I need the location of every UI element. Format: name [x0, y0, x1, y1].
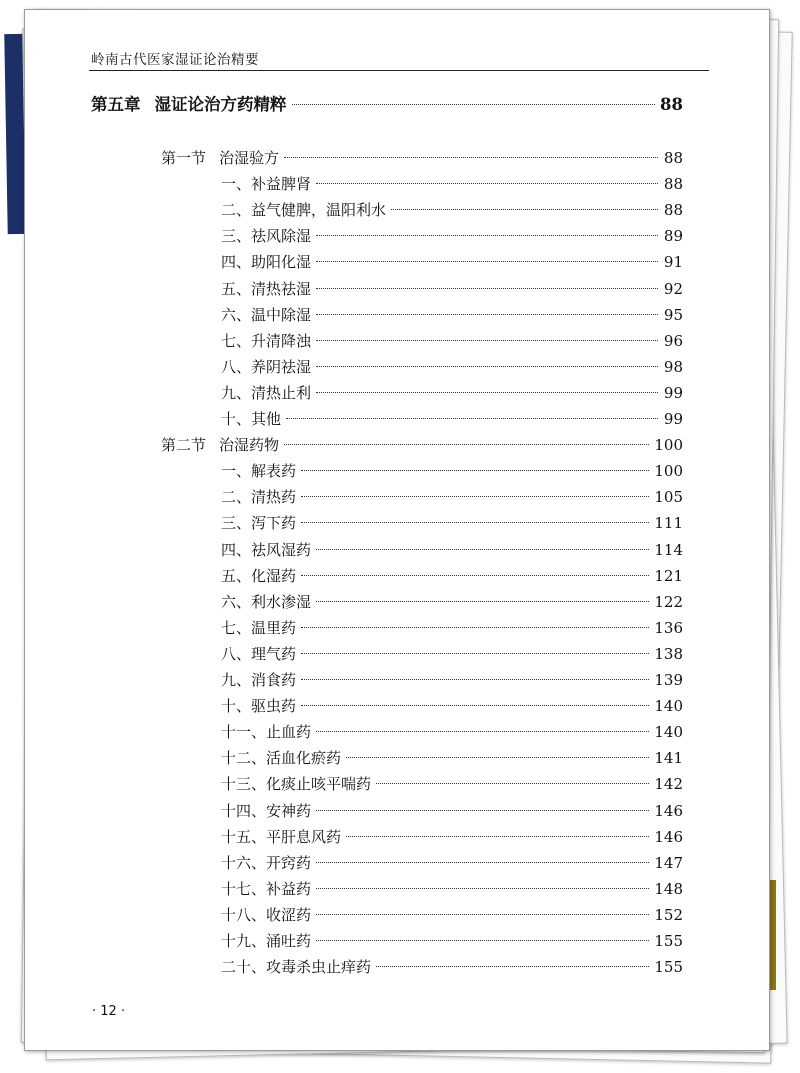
dot-leader	[316, 366, 658, 367]
entry-title: 八、养阴祛湿	[221, 357, 312, 376]
dot-leader	[284, 157, 658, 158]
dot-leader	[301, 679, 649, 680]
toc-entry-row[interactable]	[221, 225, 683, 247]
page-ref: 100	[654, 462, 683, 481]
entry-title: 二十、攻毒杀虫止痒药	[221, 958, 372, 977]
toc-entry-row[interactable]	[221, 486, 683, 508]
dot-leader	[316, 183, 658, 184]
toc-entry-row[interactable]	[221, 930, 683, 952]
toc-chapter-row[interactable]	[91, 94, 683, 116]
page-ref: 136	[654, 618, 683, 637]
toc-entry-row[interactable]	[221, 773, 683, 795]
page-ref: 141	[654, 749, 683, 768]
page-ref: 114	[654, 540, 683, 559]
toc-entry-row[interactable]	[221, 721, 683, 743]
page-ref: 146	[654, 827, 683, 846]
dot-leader	[316, 314, 658, 315]
toc-entry-row[interactable]	[221, 278, 683, 300]
dot-leader	[316, 261, 658, 262]
page-ref: 140	[654, 723, 683, 742]
page-ref: 105	[654, 488, 683, 507]
entry-title: 四、助阳化湿	[221, 253, 312, 272]
entry-title: 三、祛风除湿	[221, 227, 312, 246]
toc-entry-row[interactable]	[221, 695, 683, 717]
entry-title: 治湿药物	[219, 436, 280, 455]
entry-title: 十六、开窍药	[221, 853, 312, 872]
page-number: · 12 ·	[92, 1004, 126, 1019]
dot-leader	[292, 104, 656, 105]
dot-leader	[376, 783, 649, 784]
dot-leader	[316, 549, 649, 550]
page-ref: 155	[654, 958, 683, 977]
entry-title: 九、清热止利	[221, 383, 312, 402]
dot-leader	[301, 496, 649, 497]
toc-entry-row[interactable]	[221, 747, 683, 769]
toc-entry-row[interactable]	[221, 591, 683, 613]
entry-title: 二、清热药	[221, 488, 297, 507]
page-ref: 92	[663, 279, 683, 298]
dot-leader	[316, 862, 649, 863]
entry-title: 一、解表药	[221, 462, 297, 481]
page-ref: 138	[654, 644, 683, 663]
entry-title: 十九、涌吐药	[221, 932, 312, 950]
page-ref: 98	[663, 357, 683, 376]
entry-title: 十五、平肝息风药	[221, 827, 342, 846]
entry-title: 十八、收涩药	[221, 905, 312, 924]
page-ref: 122	[654, 592, 683, 611]
entry-title: 二、益气健脾，温阳利水	[221, 201, 387, 220]
section-number: 第一节	[161, 149, 207, 167]
page-ref: 100	[654, 436, 683, 455]
page-ref: 139	[654, 671, 683, 689]
page-ref: 146	[654, 801, 683, 820]
dot-leader	[316, 340, 658, 341]
dot-leader	[316, 810, 649, 811]
page-ref: 88	[663, 149, 683, 167]
entry-title: 五、化湿药	[221, 566, 297, 585]
page-ref: 155	[654, 932, 683, 950]
document-page	[24, 9, 770, 1051]
table-of-contents	[25, 10, 769, 1050]
toc-entry-row[interactable]	[221, 643, 683, 665]
page-ref: 142	[654, 775, 683, 794]
toc-entry-row[interactable]	[221, 356, 683, 378]
toc-entry-row[interactable]	[221, 800, 683, 822]
toc-entry-row[interactable]	[221, 304, 683, 326]
toc-section-row[interactable]	[161, 434, 683, 456]
toc-entry-row[interactable]	[221, 565, 683, 587]
entry-title: 八、理气药	[221, 644, 297, 663]
page-ref: 88	[663, 175, 683, 194]
page-ref: 152	[654, 905, 683, 924]
toc-entry-row[interactable]	[221, 878, 683, 900]
dot-leader	[316, 914, 649, 915]
toc-entry-row[interactable]	[221, 199, 683, 221]
toc-entry-row[interactable]	[221, 408, 683, 430]
toc-entry-row[interactable]	[221, 251, 683, 273]
page-ref: 96	[663, 331, 683, 350]
chapter-title: 湿证论治方药精粹	[154, 95, 287, 114]
entry-title: 十、其他	[221, 410, 282, 428]
dot-leader	[376, 966, 649, 967]
dot-leader	[301, 627, 649, 628]
dot-leader	[346, 757, 649, 758]
page-ref: 89	[663, 227, 683, 246]
entry-title: 十一、止血药	[221, 723, 312, 742]
page-ref: 99	[663, 383, 683, 402]
entry-title: 九、消食药	[221, 671, 297, 689]
toc-entry-row[interactable]	[221, 669, 683, 691]
toc-entry-row[interactable]	[221, 382, 683, 404]
page-ref: 121	[654, 566, 683, 585]
page-ref: 91	[663, 253, 683, 272]
entry-title: 十七、补益药	[221, 879, 312, 898]
dot-leader	[301, 470, 649, 471]
page-ref: 148	[654, 879, 683, 898]
entry-title: 治湿验方	[219, 149, 280, 167]
entry-title: 十四、安神药	[221, 801, 312, 820]
dot-leader	[316, 888, 649, 889]
running-header: 岭南古代医家湿证论治精要	[91, 52, 259, 68]
entry-title: 十三、化痰止咳平喘药	[221, 775, 372, 794]
toc-entry-row[interactable]	[221, 904, 683, 926]
toc-entry-row[interactable]	[221, 852, 683, 874]
entry-title: 一、补益脾肾	[221, 175, 312, 194]
toc-entry-row[interactable]	[221, 460, 683, 482]
entry-title: 十二、活血化瘀药	[221, 749, 342, 768]
entry-title: 四、祛风湿药	[221, 540, 312, 559]
entry-title: 三、泻下药	[221, 514, 297, 533]
toc-entry-row[interactable]	[221, 617, 683, 639]
entry-title: 十、驱虫药	[221, 697, 297, 716]
dot-leader	[301, 575, 649, 576]
book-cover-edge	[4, 34, 25, 234]
toc-entry-row[interactable]	[221, 956, 683, 978]
section-number: 第二节	[161, 436, 207, 455]
page-ref: 147	[654, 853, 683, 872]
toc-entry-row[interactable]	[221, 512, 683, 534]
entry-title: 五、清热祛湿	[221, 279, 312, 298]
dot-leader	[284, 444, 649, 445]
entry-title: 七、升清降浊	[221, 331, 312, 350]
dot-leader	[301, 705, 649, 706]
page-ref: 111	[654, 514, 683, 533]
toc-section-row[interactable]	[161, 147, 683, 169]
entry-title: 七、温里药	[221, 618, 297, 637]
page-ref: 88	[663, 201, 683, 220]
page-ref: 99	[663, 410, 683, 428]
dot-leader	[316, 731, 649, 732]
toc-entry-row[interactable]	[221, 173, 683, 195]
dot-leader	[316, 392, 658, 393]
dot-leader	[316, 940, 649, 941]
chapter-number: 第五章	[91, 95, 141, 114]
entry-title: 六、温中除湿	[221, 305, 312, 324]
page-ref: 95	[663, 305, 683, 324]
page-ref: 88	[660, 95, 683, 114]
page-ref: 140	[654, 697, 683, 716]
dot-leader	[316, 601, 649, 602]
dot-leader	[391, 209, 658, 210]
dot-leader	[346, 836, 649, 837]
dot-leader	[301, 522, 649, 523]
dot-leader	[301, 653, 649, 654]
toc-entry-row[interactable]	[221, 539, 683, 561]
dot-leader	[316, 288, 658, 289]
entry-title: 六、利水渗湿	[221, 592, 312, 611]
dot-leader	[286, 418, 658, 419]
toc-entry-row[interactable]	[221, 330, 683, 352]
dot-leader	[316, 235, 658, 236]
toc-entry-row[interactable]	[221, 826, 683, 848]
